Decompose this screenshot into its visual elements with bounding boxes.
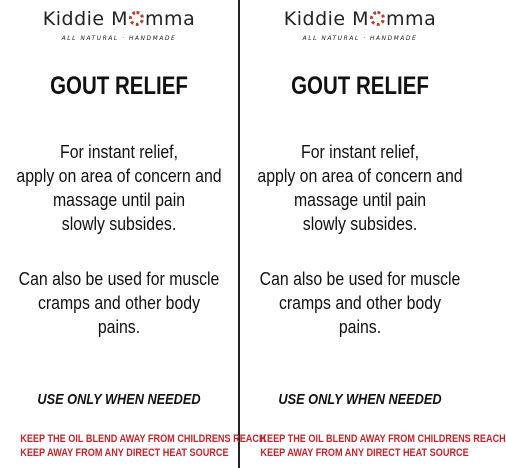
warning-heat: KEEP AWAY FROM ANY DIRECT HEAT SOURCE [260, 447, 469, 459]
warning-children: KEEP THE OIL BLEND AWAY FROM CHILDRENS REACH [20, 433, 266, 445]
brand-tagline: ALL NATURAL · HANDMADE [61, 35, 177, 42]
warning-children: KEEP THE OIL BLEND AWAY FROM CHILDRENS REACH [260, 433, 506, 445]
usage-note: USE ONLY WHEN NEEDED [278, 391, 442, 408]
product-title: GOUT RELIEF [291, 72, 429, 100]
brand-logo: Kiddie M mma [42, 8, 196, 30]
usage-note: USE ONLY WHEN NEEDED [37, 391, 201, 408]
instructions-text: For instant relief, apply on area of concern and massage until pain slowly subsides. [257, 142, 463, 234]
product-title: GOUT RELIEF [50, 72, 188, 100]
product-label-right [240, 0, 506, 468]
additional-uses-text: Can also be used for muscle cramps and other body pains. [18, 269, 220, 337]
instructions-text: For instant relief, apply on area of concern and massage until pain slowly subsides. [16, 142, 222, 234]
flower-icon [370, 11, 385, 26]
flower-icon [129, 11, 144, 26]
brand-logo: Kiddie M mma [283, 8, 437, 30]
warning-heat: KEEP AWAY FROM ANY DIRECT HEAT SOURCE [20, 447, 229, 459]
additional-uses-text: Can also be used for muscle cramps and other body pains. [259, 269, 461, 337]
brand-tagline: ALL NATURAL · HANDMADE [302, 35, 418, 42]
